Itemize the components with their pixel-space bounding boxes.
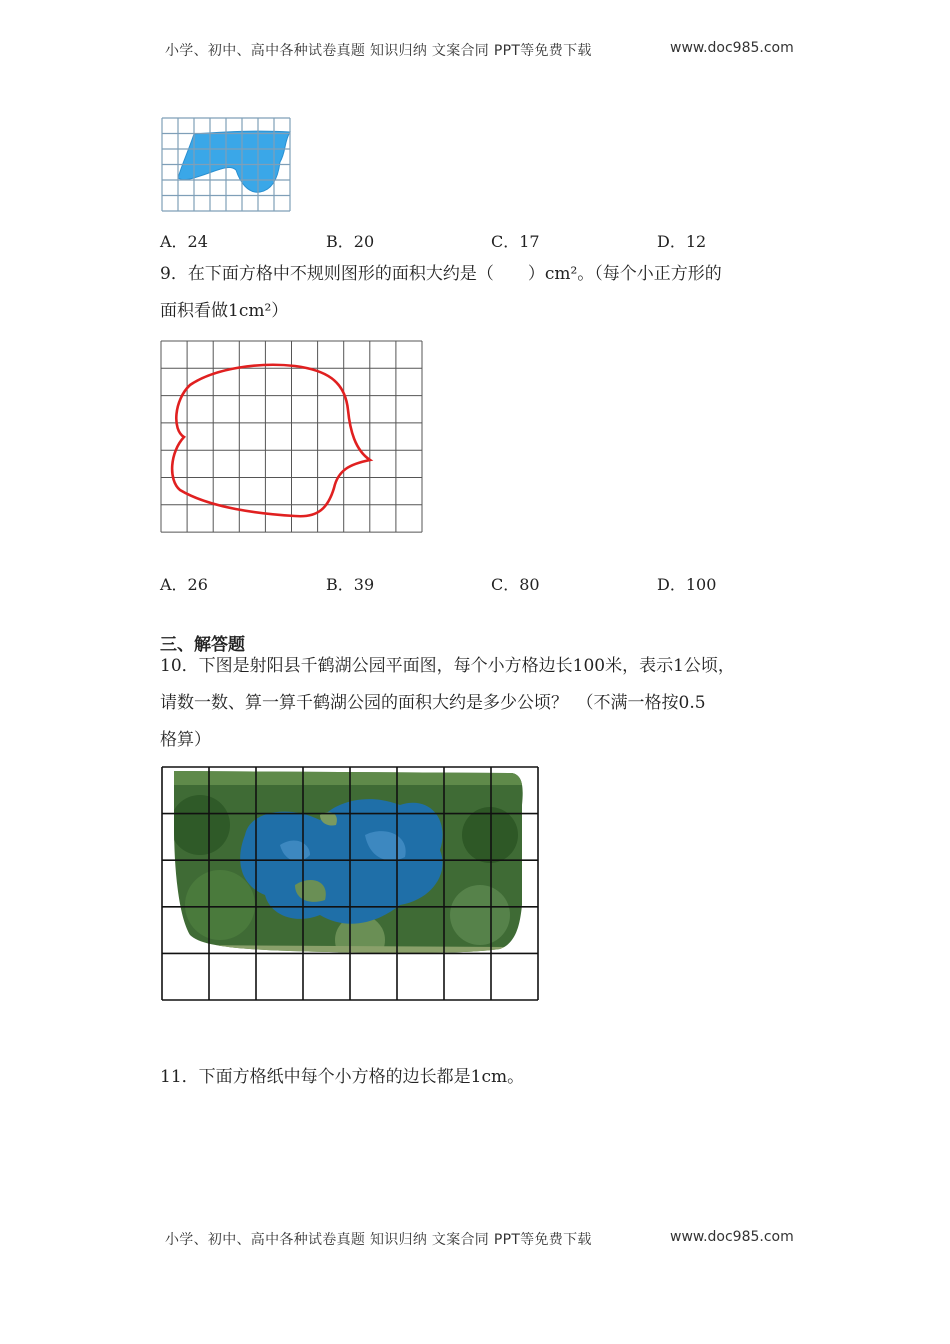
page-header <box>165 40 805 64</box>
q10-question <box>160 648 805 759</box>
q9-question <box>160 256 805 330</box>
q9-line-1: 9．在下面方格中不规则图形的面积大约是（ ）cm²。（每个小正方形的 <box>160 264 722 284</box>
q11-line-1: 11．下面方格纸中每个小方格的边长都是1cm。 <box>160 1067 525 1087</box>
q8-blue-shape <box>178 131 290 192</box>
q9-option-a[interactable]: A．26 <box>160 575 208 594</box>
q8-option-a[interactable]: A．24 <box>160 232 208 251</box>
q9-option-c[interactable]: C．80 <box>491 575 540 594</box>
q11-question <box>160 1059 805 1096</box>
section-title: 三、解答题 <box>160 635 245 655</box>
q9-option-b[interactable]: B．39 <box>326 575 375 594</box>
q8-option-b[interactable]: B．20 <box>326 232 375 251</box>
q8-options <box>160 229 800 253</box>
header-text: 小学、初中、高中各种试卷真题 知识归纳 文案合同 PPT等免费下载 <box>165 43 592 59</box>
q8-grid-figure <box>160 116 292 213</box>
q10-line-1: 10．下图是射阳县千鹤湖公园平面图，每个小方格边长100米，表示1公顷， <box>160 656 735 676</box>
q9-options <box>160 572 800 596</box>
q9-grid-figure <box>160 340 424 533</box>
q9-line-2: 面积看做1cm²） <box>160 301 289 321</box>
q10-line-3: 格算） <box>160 730 211 750</box>
q9-option-d[interactable]: D．100 <box>657 575 717 594</box>
header-url[interactable]: www.doc985.com <box>670 40 794 56</box>
footer-url[interactable]: www.doc985.com <box>670 1229 794 1245</box>
q10-line-2: 请数一数、算一算千鹤湖公园的面积大约是多少公顷？ （不满一格按0.5 <box>160 693 706 713</box>
q8-option-d[interactable]: D．12 <box>657 232 707 251</box>
park-map-figure <box>160 765 544 1005</box>
q9-red-curve <box>172 365 370 516</box>
page-footer <box>165 1229 805 1253</box>
q8-option-c[interactable]: C．17 <box>491 232 540 251</box>
footer-text: 小学、初中、高中各种试卷真题 知识归纳 文案合同 PPT等免费下载 <box>165 1232 592 1248</box>
